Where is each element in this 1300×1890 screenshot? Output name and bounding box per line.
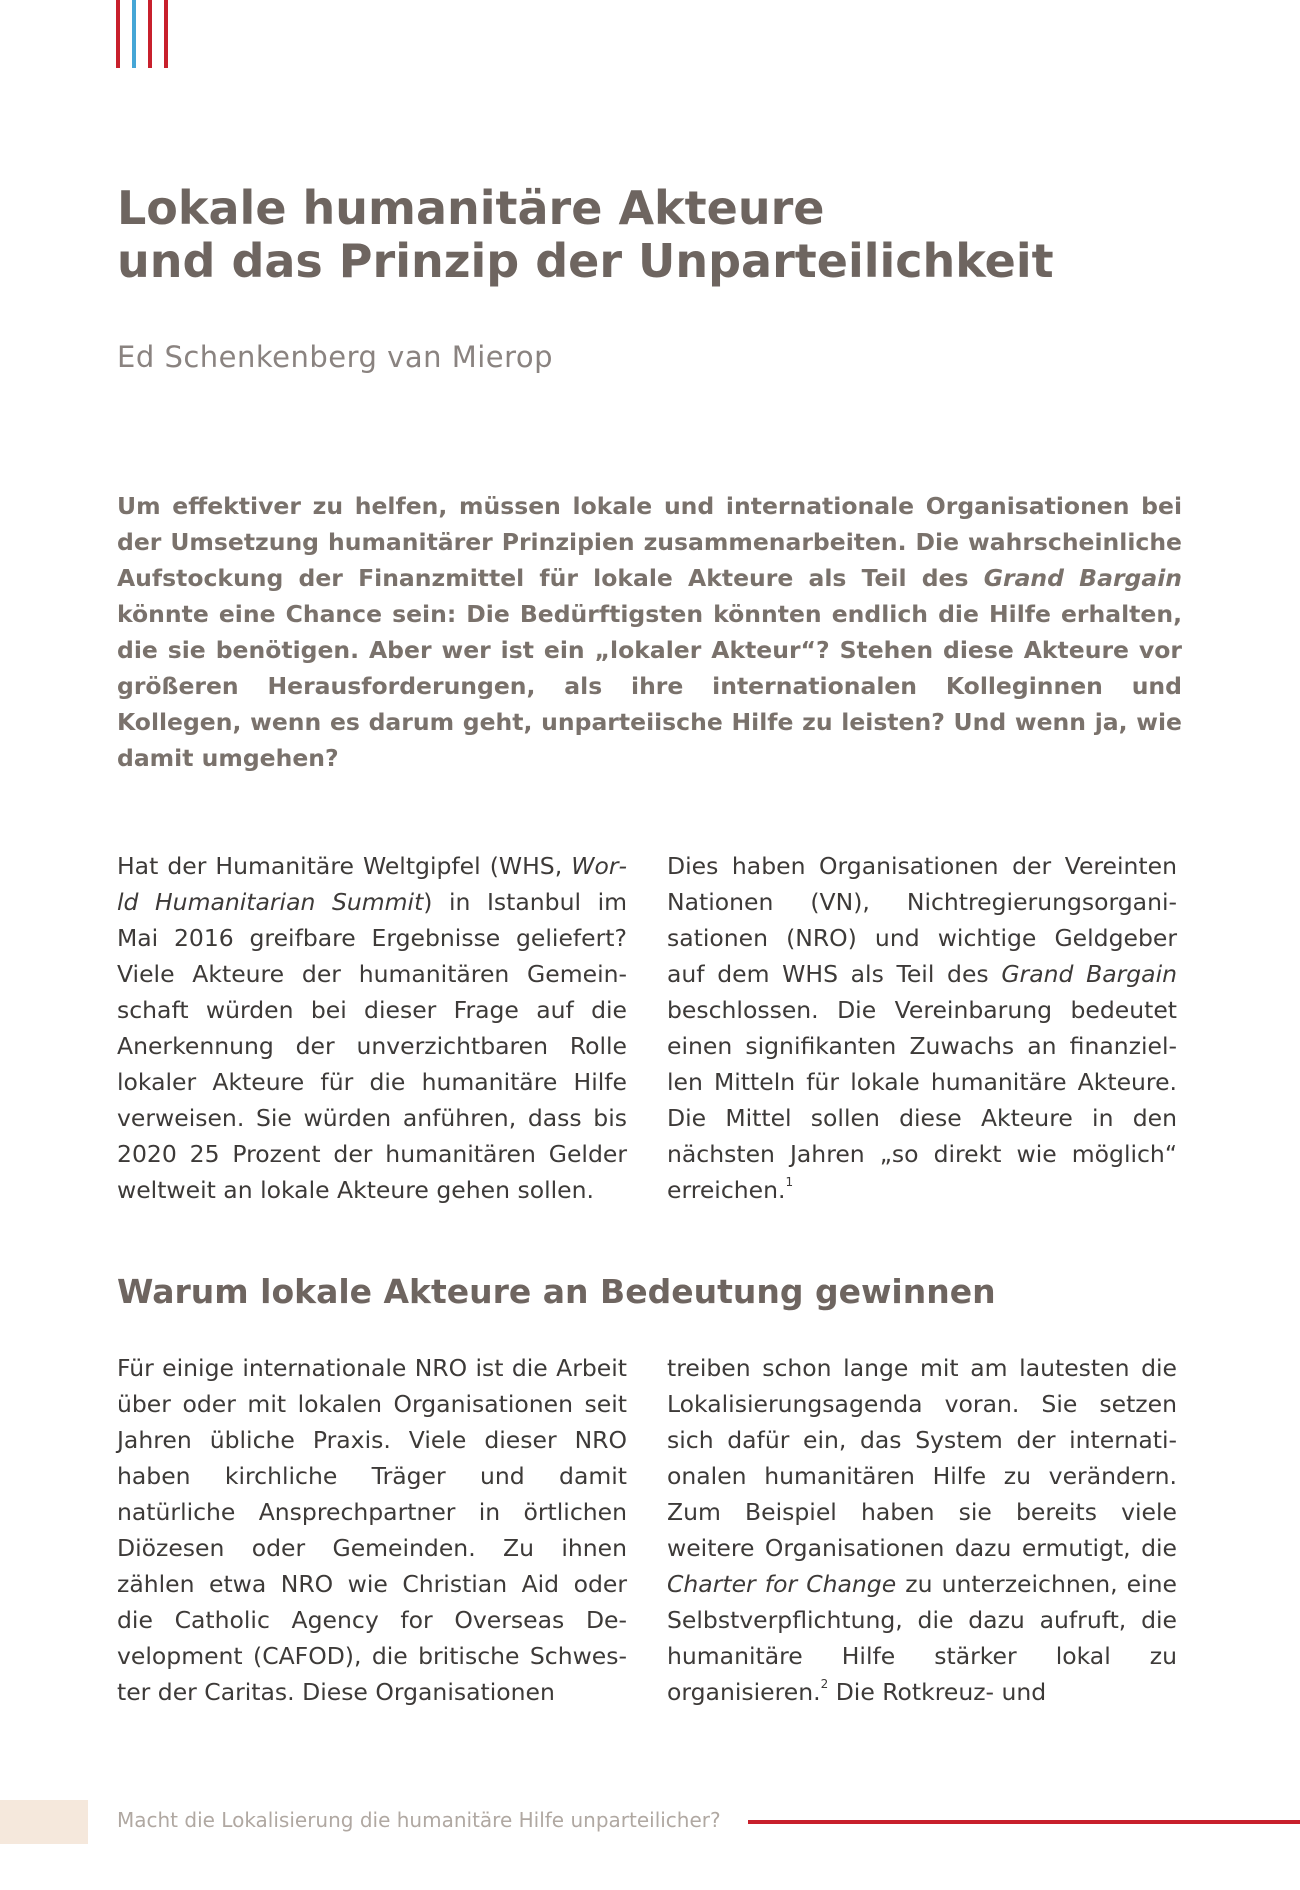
- stripe-red: [116, 0, 120, 68]
- stripe-blue: [132, 0, 136, 68]
- intro-right-text-2: beschlossen. Die Vereinbarung bedeutet einen signifikanten Zuwachs an finanziellen Mitteln für lokale humanitäre Akteure. Die Mittel sollen diese Akteure in den nächsten Jahren „so direkt wie möglich“ erreichen.: [667, 996, 1177, 1204]
- footnote-ref-2[interactable]: 2: [820, 1677, 829, 1691]
- footer-page-block: [0, 1800, 88, 1844]
- section-right-emphasis: Charter for Change: [667, 1570, 897, 1598]
- author-name: Ed Schenkenberg van Mierop: [117, 340, 554, 374]
- stripe-red: [148, 0, 152, 68]
- lead-emphasis: Grand Bargain: [983, 564, 1182, 592]
- section-heading: Warum lokale Akteure an Bedeutung gewinnen: [117, 1272, 996, 1311]
- section-right-text-3: Die Rotkreuz- und: [828, 1678, 1047, 1706]
- section-column-left: Für einige internationale NRO ist die Arbeit über oder mit lokalen Organisationen seit Jahren übliche Praxis. Viele dieser NRO haben kirchliche Träger und damit natürliche Ansprechpartner in örtlichen Diözesen oder Gemeinden. Zu ihnen zählen etwa NRO wie Christian Aid oder die Catholic Agency for Overseas Development (CAFOD), die britische Schwester der Caritas. Diese Organisationen: [117, 1354, 627, 1706]
- intro-left-emphasis: World Humanitarian Summit: [117, 852, 627, 916]
- stripe-red: [164, 0, 168, 68]
- lead-text-2: könnte eine Chance sein: Die Bedürftigsten könnten endlich die Hilfe erhalten, die sie benötigen. Aber wer ist ein „lokaler Akteur“? Stehen diese Akteure vor größeren Herausforderungen, als ihre internationalen Kolleginnen und Kollegen, wenn es darum geht, unparteiische Hilfe zu leisten? Und wenn ja, wie damit umgehen?: [117, 600, 1182, 772]
- intro-left-text-1: Hat der Humanitäre Weltgipfel (WHS,: [117, 852, 572, 880]
- lead-text-1: Um effektiver zu helfen, müssen lokale und internationale Organisationen bei der Umsetzung humanitärer Prinzipien zusammenarbeiten. Die wahrscheinliche Aufstockung der Finanzmittel für lokale Akteure als Teil des: [117, 492, 1182, 592]
- title-line-2: und das Prinzip der Unparteilichkeit: [117, 234, 1054, 288]
- article-title: [117, 182, 1217, 288]
- lead-paragraph: [117, 488, 1182, 776]
- intro-left-text-2: ) in Istanbul im Mai 2016 greifbare Ergebnisse geliefert? Viele Akteure der humanitären Gemeinschaft würden bei dieser Frage auf die Anerkennung der unverzichtbaren Rolle lokaler Akteure für die humanitäre Hilfe verweisen. Sie würden anführen, dass bis 2020 25 Prozent der humanitären Gelder weltweit an lokale Akteure gehen sollen.: [117, 888, 627, 1204]
- section-right-text-2: zu unterzeichnen, eine Selbstverpflichtung, die dazu aufruft, die humanitäre Hilfe stärker lokal zu organisieren.: [667, 1570, 1177, 1706]
- intro-right-text-1: Dies haben Organisationen der Vereinten Nationen (VN), Nichtregierungsorganisationen (NRO) und wichtige Geldgeber auf dem WHS als Teil des: [667, 852, 1177, 988]
- footnote-ref-1[interactable]: 1: [785, 1175, 794, 1189]
- title-line-1: Lokale humanitäre Akteure: [117, 181, 825, 235]
- intro-column-left: [117, 848, 627, 1208]
- footer-rule: [748, 1820, 1300, 1824]
- section-column-right: [667, 1350, 1177, 1710]
- section-right-text-1: treiben schon lange mit am lautesten die Lokalisierungsagenda voran. Sie setzen sich dafür ein, das System der internationalen humanitären Hilfe zu verändern. Zum Beispiel haben sie bereits viele weitere Organisationen dazu ermutigt, die: [667, 1354, 1177, 1562]
- intro-right-emphasis: Grand Bargain: [1001, 960, 1178, 988]
- decorative-stripes: [116, 0, 170, 68]
- intro-column-right: [667, 848, 1177, 1208]
- footer-running-title: Macht die Lokalisierung die humanitäre Hilfe unparteilicher?: [117, 1808, 721, 1832]
